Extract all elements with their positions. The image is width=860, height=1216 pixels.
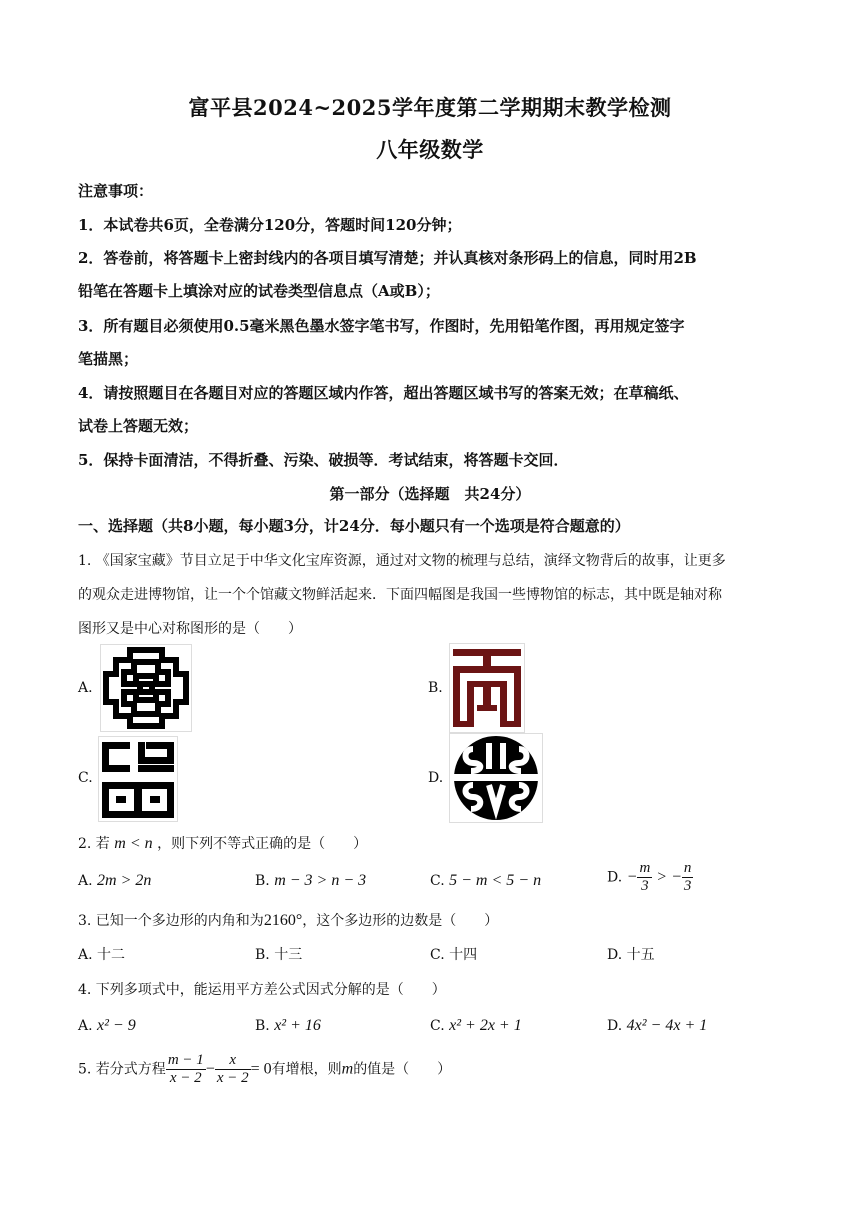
note-3b: 笔描黑；	[78, 350, 139, 368]
q1-line-3: 图形又是中心对称图形的是（ ）	[78, 621, 302, 637]
note-4b: 试卷上答题无效；	[78, 417, 199, 435]
q4-option-c: C. x² + 2x + 1	[430, 1017, 522, 1034]
q5-fraction-2: $\frac{x}{x - 2}$	[216, 1052, 249, 1086]
q3-option-b: B. 十三	[255, 947, 303, 963]
exam-title: 富平县2024~2025学年度第二学期期末教学检测	[188, 95, 672, 120]
q5-fraction-1: $\frac{m - 1}{x - 2}$	[167, 1052, 204, 1086]
q4-stem: 4. 下列多项式中，能运用平方差公式因式分解的是（ ）	[78, 982, 446, 998]
q1-option-d-label: D.	[428, 770, 444, 786]
q1-line-2: 的观众走进博物馆，让一个个馆藏文物鲜活起来．下面四幅图是我国一些博物馆的标志，其中既是轴对称	[78, 587, 722, 603]
q4-option-b: B. x² + 16	[255, 1017, 321, 1034]
q3-option-d: D. 十五	[607, 947, 655, 963]
q3-option-c: C. 十四	[430, 947, 478, 963]
q4-option-d: D. 4x² − 4x + 1	[607, 1017, 708, 1034]
museum-logo-c	[98, 736, 178, 822]
section-heading: 一、选择题（共8小题，每小题3分，计24分．每小题只有一个选项是符合题意的）	[78, 517, 630, 535]
note-2a: 2．答卷前，将答题卡上密封线内的各项目填写清楚；并认真核对条形码上的信息，同时用2B	[78, 249, 697, 267]
note-5: 5．保持卡面清洁，不得折叠、污染、破损等．考试结束，将答题卡交回．	[78, 451, 569, 469]
part1-heading: 第一部分（选择题 共24分）	[329, 485, 531, 503]
q1-option-c-label: C.	[78, 770, 93, 786]
q4-option-a: A. x² − 9	[78, 1017, 136, 1034]
museum-logo-d	[449, 733, 543, 823]
q2-option-b: B. m − 3 > n − 3	[255, 872, 367, 889]
exam-subtitle: 八年级数学	[376, 137, 484, 162]
q3-option-a: A. 十二	[78, 947, 126, 963]
q1-option-a-label: A.	[78, 680, 93, 696]
q3-angle-sum: 2160°	[263, 912, 303, 929]
note-4a: 4．请按照题目在各题目对应的答题区域内作答，超出答题区域书写的答案无效；在草稿纸、	[78, 384, 689, 402]
q2-condition: m < n	[114, 835, 153, 852]
notes-heading: 注意事项：	[78, 182, 154, 200]
note-2b: 铅笔在答题卡上填涂对应的试卷类型信息点（A或B）；	[78, 282, 440, 300]
note-1: 1．本试卷共6页，全卷满分120分，答题时间120分钟；	[78, 216, 462, 234]
q2-stem: 2. 若 m < n ，则下列不等式正确的是（ ）	[78, 835, 368, 852]
q2-option-c: C. 5 − m < 5 − n	[430, 872, 542, 889]
q1-option-b-label: B.	[428, 680, 443, 696]
q2-option-d: D. − $\frac{m}{3}$ > − $\frac{n}{3}$	[607, 860, 692, 894]
q5-stem: 5. 若分式方程 $\frac{m - 1}{x - 2}$ − $\frac{x}{x - 2}$ = 0有增根，则m的值是（ ）	[78, 1052, 452, 1086]
museum-logo-a	[100, 644, 192, 732]
q1-line-1: 1. 《国家宝藏》节目立足于中华文化宝库资源，通过对文物的梳理与总结，演绎文物背后的故事，让更多	[78, 553, 726, 569]
q2-option-a: A. 2m > 2n	[78, 872, 152, 889]
q3-stem: 3. 已知一个多边形的内角和为2160°，这个多边形的边数是（ ）	[78, 912, 499, 929]
note-3a: 3．所有题目必须使用0.5毫米黑色墨水签字笔书写，作图时，先用铅笔作图，再用规定签字	[78, 317, 685, 335]
museum-logo-b	[449, 643, 525, 733]
